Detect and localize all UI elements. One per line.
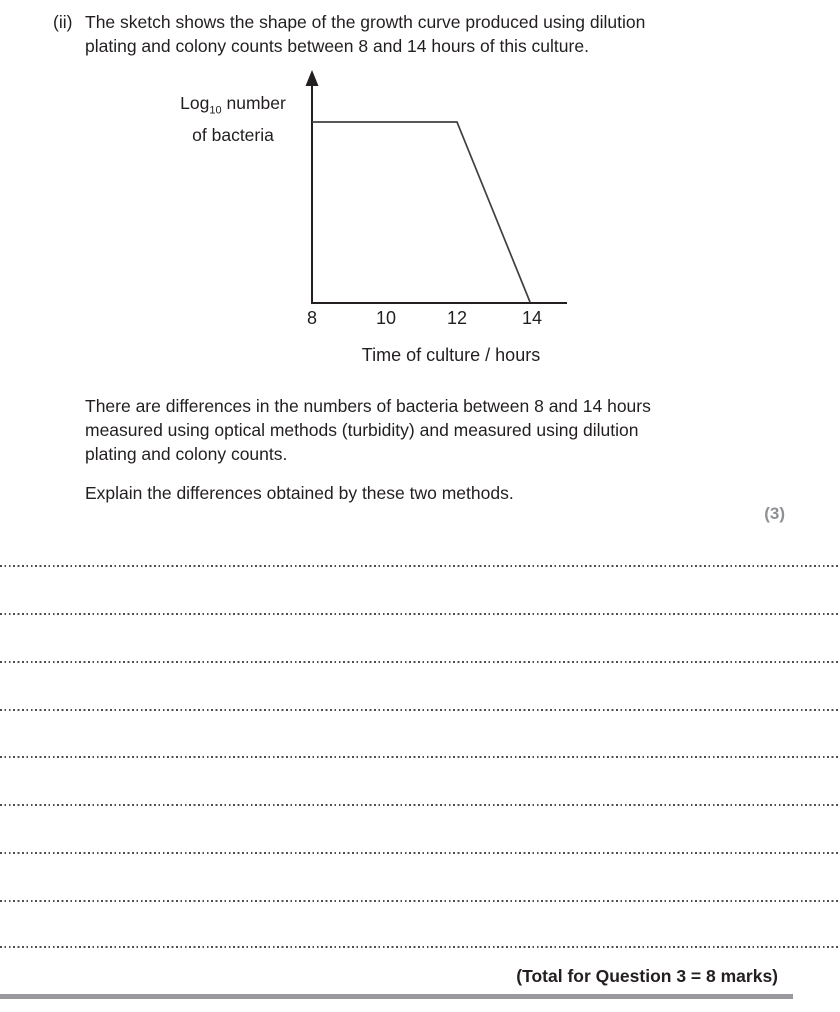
y-axis-label-line2: of bacteria [192,124,274,145]
answer-line [0,613,840,615]
x-tick-label: 8 [306,308,317,328]
answer-line [0,804,840,806]
x-tick-label: 14 [521,308,543,328]
growth-curve-sketch [160,60,590,375]
answer-line [0,946,840,948]
answer-line [0,709,840,711]
context-paragraph-line: measured using optical methods (turbidity) and measured using dilution [85,420,639,440]
answer-line [0,756,840,758]
question-total-marks: (Total for Question 3 = 8 marks) [516,966,778,986]
growth-curve-line [312,122,530,302]
marks-badge: (3) [764,504,785,523]
question-number: (ii) [53,12,73,32]
y-axis-label [168,91,298,147]
question-text [85,10,745,58]
page-footer-rule [0,994,793,999]
question-text-line: plating and colony counts between 8 and 14 hours of this culture. [85,36,589,56]
question-text-line: The sketch shows the shape of the growth curve produced using dilution [85,12,646,32]
context-paragraph-line: There are differences in the numbers of bacteria between 8 and 14 hours [85,396,651,416]
answer-line [0,852,840,854]
x-axis-title: Time of culture / hours [361,345,541,365]
context-paragraph-line: plating and colony counts. [85,444,288,464]
answer-line [0,900,840,902]
question-prompt: Explain the differences obtained by these two methods. [85,483,514,503]
answer-line [0,661,840,663]
context-paragraph [85,394,765,466]
x-tick-label: 12 [446,308,468,328]
answer-line [0,565,840,567]
y-axis-label-line1: Log$_{10}$ number [180,93,286,117]
x-tick-label: 10 [375,308,397,328]
y-axis-arrowhead-icon [306,70,319,86]
